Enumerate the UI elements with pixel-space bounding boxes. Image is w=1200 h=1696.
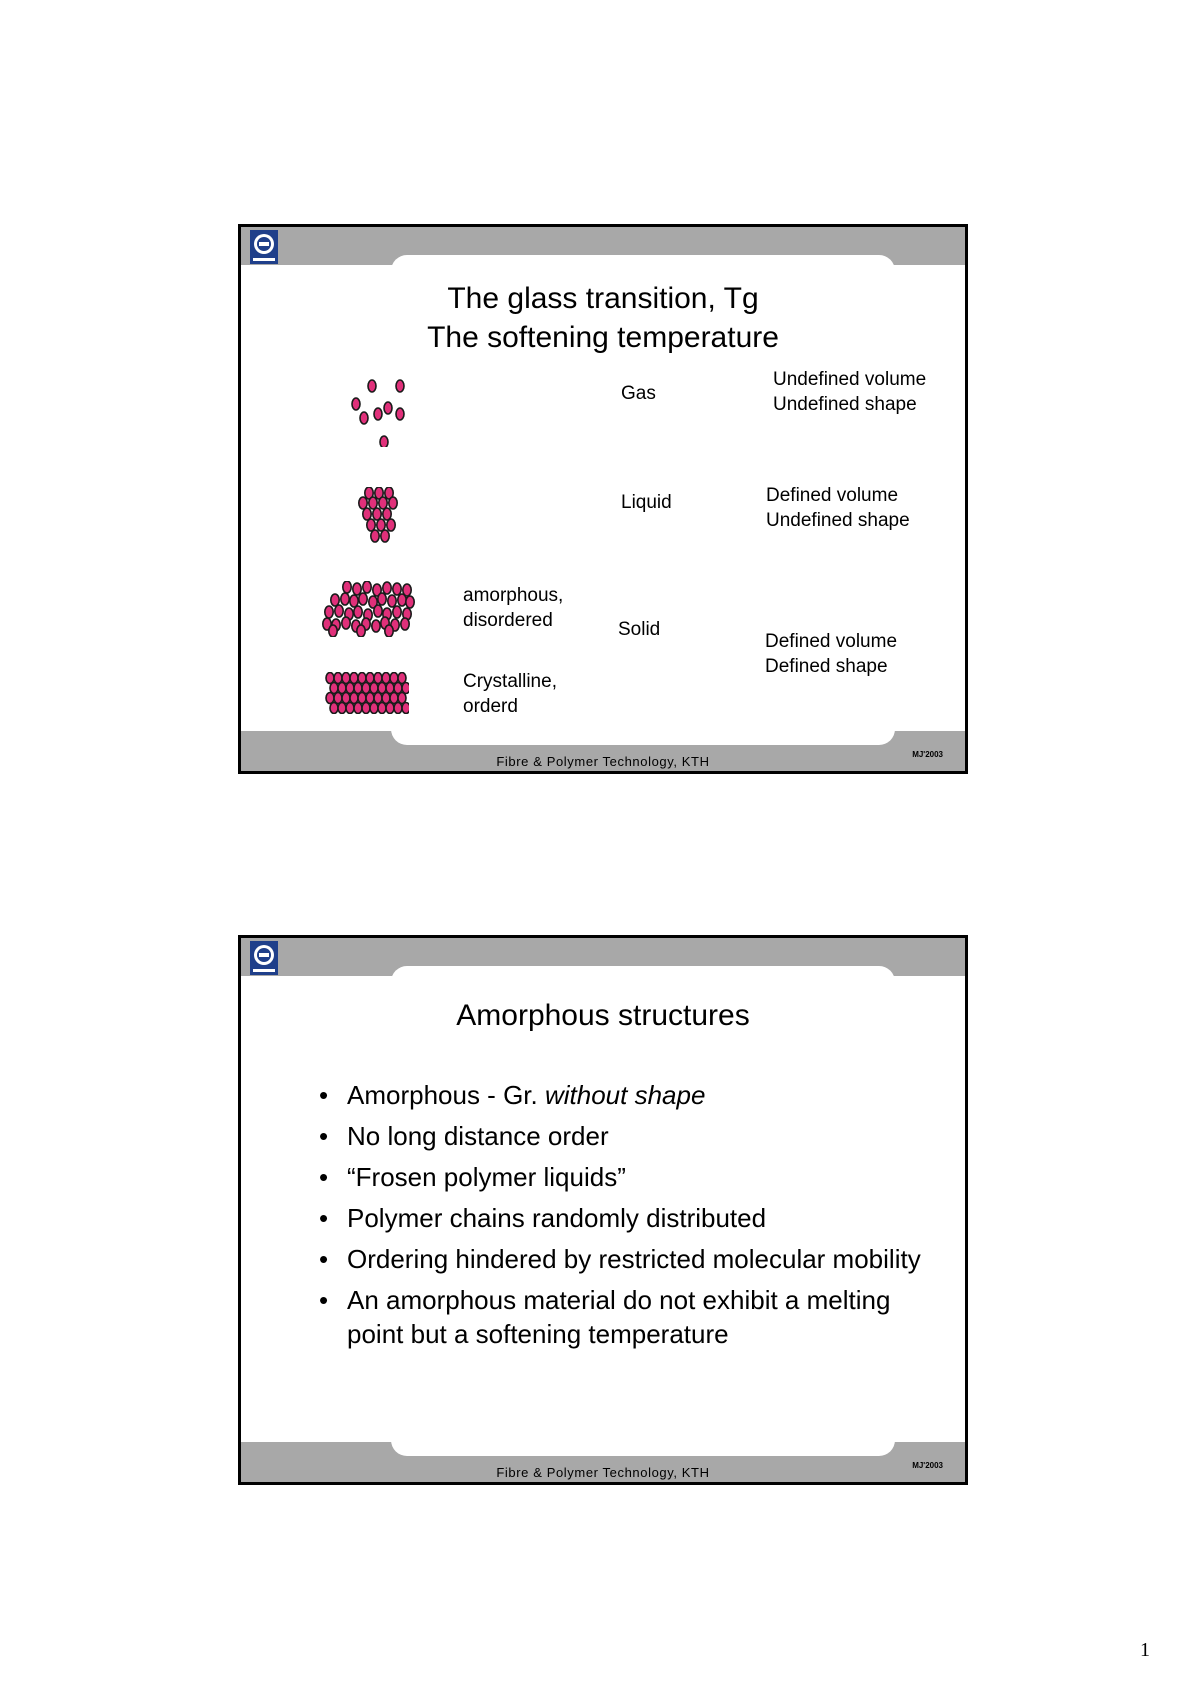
bullet-text: Ordering hindered by restricted molecular mobility [347,1244,921,1274]
molecule-particle [393,583,401,595]
molecule-particle [329,625,337,637]
molecule-particle [367,519,375,531]
molecule-particle [330,703,338,714]
slide-title-line-1: The glass transition, Tg [447,282,759,315]
molecule-particle [350,673,358,684]
page-number: 1 [1140,1639,1150,1661]
molecule-particle [342,617,350,629]
kth-logo-icon [250,230,278,264]
bullet-item [311,1160,951,1194]
molecule-particle [358,673,366,684]
bullet-item [311,1078,951,1112]
state-label-gas: Gas [621,383,656,404]
molecule-particle [368,380,376,392]
molecule-particle [366,673,374,684]
molecule-particle [342,673,350,684]
molecule-particle [331,594,339,606]
molecule-particle [385,625,393,637]
crystalline-solid-molecules-illustration [323,672,409,714]
molecule-particle [346,703,354,714]
molecule-particle [362,683,370,694]
molecule-particle [374,673,382,684]
molecule-particle [388,595,396,607]
slide-title-line-2: The softening temperature [427,321,779,354]
molecule-particle [371,530,379,542]
molecule-particle [354,683,362,694]
molecule-particle [394,703,402,714]
molecule-particle [358,693,366,704]
bullet-list [311,1078,951,1358]
slide-glass-transition [238,224,968,774]
molecule-particle [363,581,371,593]
molecule-particle [402,703,409,714]
slide-title: Amorphous structures [456,999,750,1032]
molecule-particle [379,497,387,509]
molecule-particle [369,497,377,509]
amorphous-solid-molecules-illustration [321,581,415,637]
molecule-particle [350,693,358,704]
crystalline-label-line-2: orderd [463,696,518,717]
gas-property-line-1: Undefined volume [773,369,927,390]
molecule-particle [382,693,390,704]
molecule-particle [378,703,386,714]
molecule-particle [377,519,385,531]
molecule-particle [354,606,362,618]
molecule-particle [326,673,334,684]
molecule-particle [335,605,343,617]
molecule-particle [370,703,378,714]
slide-amorphous-structures [238,935,968,1485]
molecule-particle [398,673,406,684]
liquid-property-line-2: Undefined shape [766,510,910,531]
molecule-particle [401,618,409,630]
molecule-particle [325,606,333,618]
molecule-particle [386,703,394,714]
molecule-particle [406,596,414,608]
bullet-item [311,1242,951,1276]
bullet-item [311,1201,951,1235]
molecule-particle [398,594,406,606]
molecule-particle [394,683,402,694]
molecule-particle [330,683,338,694]
molecule-particle [396,380,404,392]
molecule-particle [374,408,382,420]
molecule-particle [374,693,382,704]
molecule-particle [378,683,386,694]
molecule-particle [381,530,389,542]
bullet-text: Polymer chains randomly distributed [347,1203,767,1233]
bullet-emphasis: without shape [544,1080,706,1110]
bullet-text: “Frosen polymer liquids” [347,1162,626,1192]
molecule-particle [362,703,370,714]
solid-property-line-1: Defined volume [765,631,898,652]
molecule-particle [393,606,401,618]
molecule-particle [389,497,397,509]
gas-property-line-2: Undefined shape [773,394,917,415]
molecule-particle [384,402,392,414]
slide-footer-text: Fibre & Polymer Technology, KTH [496,1465,710,1480]
state-label-solid: Solid [618,619,661,640]
crystalline-label-line-1: Crystalline, [463,671,557,692]
molecule-particle [363,508,371,520]
amorphous-label-line-1: amorphous, [463,585,564,606]
molecule-particle [354,703,362,714]
molecule-particle [359,593,367,605]
molecule-particle [382,673,390,684]
molecule-particle [360,412,368,424]
molecule-particle [378,593,386,605]
molecule-particle [383,582,391,594]
author-mark: MJ'2003 [912,750,943,759]
molecule-particle [390,673,398,684]
molecule-particle [396,408,404,420]
molecule-particle [390,693,398,704]
molecule-particle [370,683,378,694]
molecule-particle [386,683,394,694]
state-label-liquid: Liquid [621,492,672,513]
molecule-particle [366,693,374,704]
molecule-particle [380,436,388,447]
molecule-particle [338,683,346,694]
molecule-particle [334,693,342,704]
bullet-item [311,1283,951,1351]
author-mark: MJ'2003 [912,1461,943,1470]
molecule-particle [338,703,346,714]
molecule-particle [343,581,351,593]
molecule-particle [352,398,360,410]
bullet-text: An amorphous material do not exhibit a melting point but a softening temperature [347,1285,891,1349]
molecule-particle [374,605,382,617]
molecule-particle [383,508,391,520]
molecule-particle [357,625,365,637]
liquid-property-line-1: Defined volume [766,485,899,506]
liquid-molecules-illustration [353,487,401,545]
molecule-particle [398,693,406,704]
slide-footer-text: Fibre & Polymer Technology, KTH [496,754,710,769]
molecule-particle [326,693,334,704]
kth-logo-icon [250,941,278,975]
molecule-particle [387,519,395,531]
molecule-particle [346,683,354,694]
solid-property-line-2: Defined shape [765,656,888,677]
bullet-text: No long distance order [347,1121,609,1151]
molecule-particle [359,497,367,509]
gas-molecules-illustration [348,375,408,447]
amorphous-label-line-2: disordered [463,610,553,631]
molecule-particle [334,673,342,684]
bullet-item [311,1119,951,1153]
molecule-particle [372,620,380,632]
molecule-particle [350,595,358,607]
bullet-text: Amorphous - Gr. [347,1080,545,1110]
molecule-particle [373,508,381,520]
molecule-particle [353,583,361,595]
molecule-particle [341,593,349,605]
molecule-particle [342,693,350,704]
